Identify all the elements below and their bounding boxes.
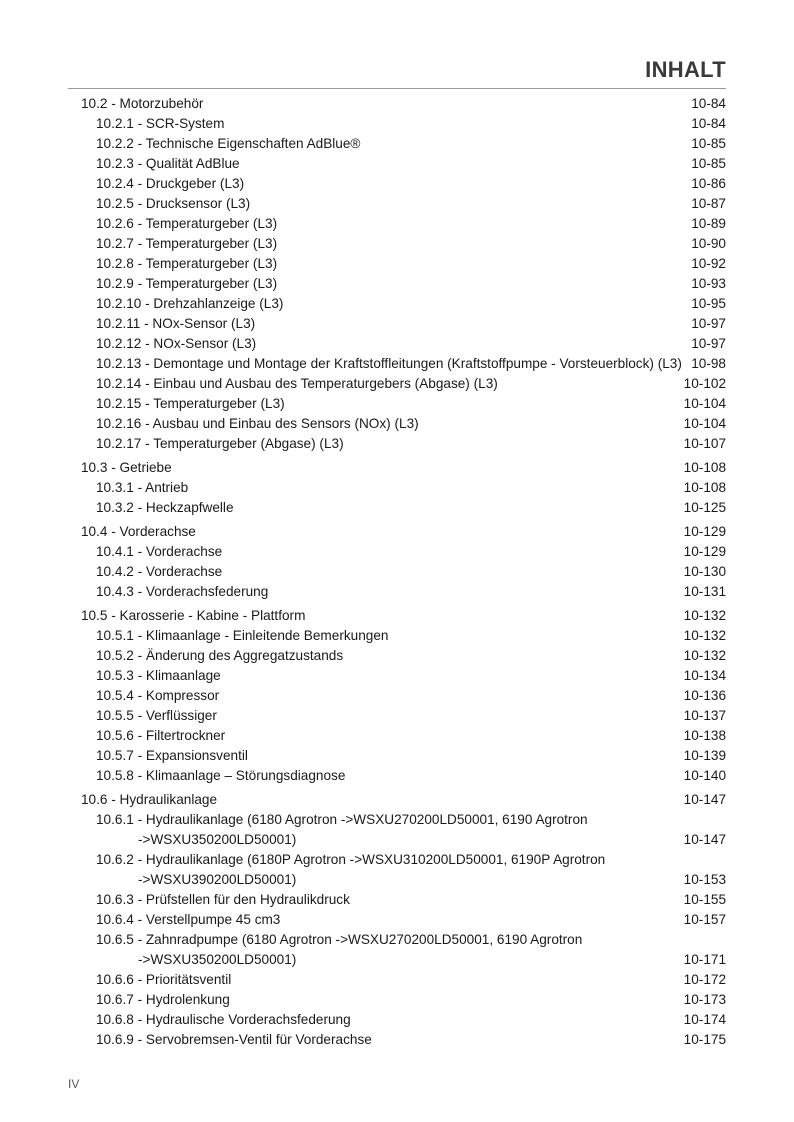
- entry-title: [96, 394, 285, 414]
- entry-title: [96, 910, 280, 930]
- entry-title: [96, 626, 388, 646]
- toc-entry[interactable]: [81, 374, 726, 394]
- toc-section: [81, 522, 726, 602]
- entry-title-line: 10.2.17 - Temperaturgeber (Abgase) (L3): [96, 436, 344, 451]
- toc-entry[interactable]: [81, 746, 726, 766]
- toc-entry[interactable]: [81, 726, 726, 746]
- toc-entry[interactable]: [81, 294, 726, 314]
- toc-entry[interactable]: [81, 134, 726, 154]
- entry-page-number: 10-85: [691, 136, 726, 151]
- toc-entry[interactable]: [81, 706, 726, 726]
- entry-page-number: 10-108: [683, 480, 726, 495]
- toc-entry[interactable]: [81, 646, 726, 666]
- entry-page-number: 10-175: [683, 1032, 726, 1047]
- page-title: INHALT: [645, 57, 726, 82]
- entry-title-line: 10.6.1 - Hydraulikanlage (6180 Agrotron ->WSXU270200LD50001, 6190 Agrotron: [96, 812, 588, 827]
- entry-page-number: 10-104: [683, 416, 726, 431]
- entry-title-line: 10.2.13 - Demontage und Montage der Kraftstoffleitungen (Kraftstoffpumpe - Vorsteuerblock) (L3): [96, 356, 682, 371]
- entry-title-line: 10.2.5 - Drucksensor (L3): [96, 196, 251, 211]
- toc-entry[interactable]: [81, 542, 726, 562]
- toc-entry[interactable]: [81, 214, 726, 234]
- entry-page-number: 10-86: [691, 176, 726, 191]
- entry-title-line: 10.6.4 - Verstellpumpe 45 cm3: [96, 912, 281, 927]
- toc-entry[interactable]: [81, 1010, 726, 1030]
- toc-entry[interactable]: [81, 766, 726, 786]
- entry-title: [96, 542, 222, 562]
- entry-page-number: 10-90: [691, 236, 726, 251]
- entry-title-line: 10.5.1 - Klimaanlage - Einleitende Bemerkungen: [96, 628, 389, 643]
- entry-title: [96, 890, 350, 910]
- entry-title-line: 10.5.5 - Verflüssiger: [96, 708, 217, 723]
- entry-title-line: 10.6.6 - Prioritätsventil: [96, 972, 232, 987]
- entry-title-line: 10.2.1 - SCR-System: [96, 116, 225, 131]
- header-divider: [68, 88, 726, 89]
- toc-section: [81, 790, 726, 1050]
- entry-page-number: 10-153: [683, 872, 726, 887]
- entry-title-continuation: ->WSXU350200LD50001): [138, 952, 297, 967]
- toc-entry[interactable]: [81, 626, 726, 646]
- section-page-number: 10-108: [683, 460, 726, 475]
- entry-title: [96, 254, 277, 274]
- entry-title-line: 10.2.11 - NOx-Sensor (L3): [96, 316, 256, 331]
- entry-title: [96, 582, 268, 602]
- entry-title: [96, 850, 656, 890]
- entry-page-number: 10-87: [691, 196, 726, 211]
- entry-title: [96, 726, 225, 746]
- toc-section: [81, 458, 726, 518]
- entry-title: [96, 334, 256, 354]
- entry-title-line: 10.4.1 - Vorderachse: [96, 544, 223, 559]
- toc-section-heading[interactable]: [81, 606, 726, 626]
- toc-entry[interactable]: [81, 498, 726, 518]
- entry-title: [96, 930, 656, 970]
- entry-page-number: 10-172: [683, 972, 726, 987]
- entry-page-number: 10-173: [683, 992, 726, 1007]
- entry-title: [96, 766, 345, 786]
- toc-entry[interactable]: [81, 970, 726, 990]
- toc-section: [81, 606, 726, 786]
- entry-title-line: 10.2.3 - Qualität AdBlue: [96, 156, 240, 171]
- section-page-number: 10-84: [691, 96, 726, 111]
- entry-title: [96, 498, 234, 518]
- toc-section: [81, 94, 726, 454]
- entry-page-number: 10-155: [683, 892, 726, 907]
- entry-title-line: 10.5.4 - Kompressor: [96, 688, 220, 703]
- toc-entry[interactable]: [81, 154, 726, 174]
- entry-page-number: 10-147: [683, 832, 726, 847]
- entry-page-number: 10-93: [691, 276, 726, 291]
- toc-section-heading[interactable]: [81, 790, 726, 810]
- entry-title-line: 10.2.9 - Temperaturgeber (L3): [96, 276, 278, 291]
- section-title: 10.5 - Karosserie - Kabine - Plattform: [81, 608, 306, 623]
- entry-title-line: 10.2.15 - Temperaturgeber (L3): [96, 396, 285, 411]
- toc-entry[interactable]: [81, 394, 726, 414]
- entry-title: [96, 686, 219, 706]
- entry-page-number: 10-130: [683, 564, 726, 579]
- entry-title: [96, 970, 231, 990]
- entry-title-line: 10.5.6 - Filtertrockner: [96, 728, 226, 743]
- entry-title-line: 10.6.9 - Servobremsen-Ventil für Vorderachse: [96, 1032, 372, 1047]
- entry-title-line: 10.3.1 - Antrieb: [96, 480, 189, 495]
- entry-title: [96, 1010, 351, 1030]
- section-title: 10.6 - Hydraulikanlage: [81, 792, 218, 807]
- entry-page-number: 10-139: [683, 748, 726, 763]
- toc-entry[interactable]: [81, 582, 726, 602]
- entry-title: [96, 314, 255, 334]
- entry-title-line: 10.6.5 - Zahnradpumpe (6180 Agrotron ->WSXU270200LD50001, 6190 Agrotron: [96, 932, 583, 947]
- entry-title-line: 10.5.7 - Expansionsventil: [96, 748, 248, 763]
- section-title: 10.3 - Getriebe: [81, 460, 172, 475]
- entry-page-number: 10-157: [683, 912, 726, 927]
- entry-page-number: 10-171: [683, 952, 726, 967]
- entry-title: [96, 194, 250, 214]
- entry-page-number: 10-131: [683, 584, 726, 599]
- toc-entry[interactable]: [81, 354, 726, 374]
- toc-entry[interactable]: [81, 254, 726, 274]
- entry-page-number: 10-137: [683, 708, 726, 723]
- toc-entry[interactable]: [81, 562, 726, 582]
- entry-page-number: 10-95: [691, 296, 726, 311]
- entry-title: [96, 154, 240, 174]
- entry-page-number: 10-138: [683, 728, 726, 743]
- entry-title-line: 10.2.2 - Technische Eigenschaften AdBlue®: [96, 136, 361, 151]
- entry-title: [96, 706, 217, 726]
- entry-title-line: 10.3.2 - Heckzapfwelle: [96, 500, 234, 515]
- entry-title: [96, 1030, 372, 1050]
- entry-title-line: 10.2.12 - NOx-Sensor (L3): [96, 336, 257, 351]
- entry-title: [96, 666, 221, 686]
- toc-entry[interactable]: [81, 810, 726, 850]
- toc-section-heading[interactable]: [81, 458, 726, 478]
- entry-page-number: 10-92: [691, 256, 726, 271]
- entry-title: [96, 174, 244, 194]
- entry-page-number: 10-125: [683, 500, 726, 515]
- entry-title: [96, 234, 277, 254]
- entry-title-line: 10.2.7 - Temperaturgeber (L3): [96, 236, 278, 251]
- entry-page-number: 10-89: [691, 216, 726, 231]
- toc-entry[interactable]: [81, 194, 726, 214]
- entry-title-line: 10.2.6 - Temperaturgeber (L3): [96, 216, 278, 231]
- section-page-number: 10-132: [683, 608, 726, 623]
- entry-page-number: 10-129: [683, 544, 726, 559]
- toc-entry[interactable]: [81, 910, 726, 930]
- toc-entry[interactable]: [81, 890, 726, 910]
- page-number: IV: [68, 1077, 80, 1091]
- entry-page-number: 10-174: [683, 1012, 726, 1027]
- section-page-number: 10-129: [683, 524, 726, 539]
- section-page-number: 10-147: [683, 792, 726, 807]
- entry-title-line: 10.6.2 - Hydraulikanlage (6180P Agrotron ->WSXU310200LD50001, 6190P Agrotron: [96, 852, 606, 867]
- entry-title-line: 10.5.3 - Klimaanlage: [96, 668, 221, 683]
- toc-entry[interactable]: [81, 334, 726, 354]
- toc-entry[interactable]: [81, 174, 726, 194]
- table-of-contents: [81, 94, 726, 1054]
- entry-page-number: 10-97: [691, 336, 726, 351]
- toc-entry[interactable]: [81, 478, 726, 498]
- entry-page-number: 10-85: [691, 156, 726, 171]
- entry-page-number: 10-102: [683, 376, 726, 391]
- entry-page-number: 10-104: [683, 396, 726, 411]
- entry-title-line: 10.5.2 - Änderung des Aggregatzustands: [96, 648, 344, 663]
- toc-entry[interactable]: [81, 234, 726, 254]
- entry-page-number: 10-140: [683, 768, 726, 783]
- toc-entry[interactable]: [81, 434, 726, 454]
- toc-section-heading[interactable]: [81, 94, 726, 114]
- entry-title: [96, 562, 222, 582]
- entry-title: [96, 746, 248, 766]
- toc-entry[interactable]: [81, 850, 726, 890]
- entry-page-number: 10-98: [691, 356, 726, 371]
- entry-title: [96, 414, 419, 434]
- toc-entry[interactable]: [81, 666, 726, 686]
- entry-page-number: 10-107: [683, 436, 726, 451]
- entry-title-line: 10.4.3 - Vorderachsfederung: [96, 584, 269, 599]
- entry-page-number: 10-134: [683, 668, 726, 683]
- entry-page-number: 10-84: [691, 116, 726, 131]
- entry-title-line: 10.2.10 - Drehzahlanzeige (L3): [96, 296, 284, 311]
- entry-title: [96, 114, 224, 134]
- entry-title: [96, 646, 343, 666]
- entry-title-line: 10.6.8 - Hydraulische Vorderachsfederung: [96, 1012, 351, 1027]
- entry-title-line: 10.2.4 - Druckgeber (L3): [96, 176, 245, 191]
- entry-title: [96, 434, 344, 454]
- entry-title: [96, 478, 188, 498]
- entry-title-line: 10.5.8 - Klimaanlage – Störungsdiagnose: [96, 768, 346, 783]
- entry-title-line: 10.2.8 - Temperaturgeber (L3): [96, 256, 278, 271]
- entry-title: [96, 294, 283, 314]
- toc-entry[interactable]: [81, 990, 726, 1010]
- entry-page-number: 10-97: [691, 316, 726, 331]
- entry-title: [96, 134, 360, 154]
- section-title: 10.2 - Motorzubehör: [81, 96, 204, 111]
- entry-title-line: 10.2.14 - Einbau und Ausbau des Temperaturgebers (Abgase) (L3): [96, 376, 498, 391]
- entry-page-number: 10-136: [683, 688, 726, 703]
- toc-section-heading[interactable]: [81, 522, 726, 542]
- entry-title: [96, 810, 656, 850]
- toc-entry[interactable]: [81, 686, 726, 706]
- entry-title-continuation: ->WSXU390200LD50001): [138, 872, 297, 887]
- entry-page-number: 10-132: [683, 648, 726, 663]
- section-title: 10.4 - Vorderachse: [81, 524, 196, 539]
- entry-page-number: 10-132: [683, 628, 726, 643]
- entry-title: [96, 214, 277, 234]
- entry-title-line: 10.2.16 - Ausbau und Einbau des Sensors (NOx) (L3): [96, 416, 419, 431]
- entry-title: [96, 990, 230, 1010]
- toc-entry[interactable]: [81, 930, 726, 970]
- toc-entry[interactable]: [81, 314, 726, 334]
- entry-title: [96, 274, 277, 294]
- entry-title-continuation: ->WSXU350200LD50001): [138, 832, 297, 847]
- toc-entry[interactable]: [81, 274, 726, 294]
- toc-entry[interactable]: [81, 414, 726, 434]
- entry-title-line: 10.4.2 - Vorderachse: [96, 564, 223, 579]
- entry-title-line: 10.6.7 - Hydrolenkung: [96, 992, 230, 1007]
- toc-entry[interactable]: [81, 114, 726, 134]
- entry-title: [96, 354, 682, 374]
- entry-title-line: 10.6.3 - Prüfstellen für den Hydraulikdruck: [96, 892, 350, 907]
- toc-entry[interactable]: [81, 1030, 726, 1050]
- entry-title: [96, 374, 498, 394]
